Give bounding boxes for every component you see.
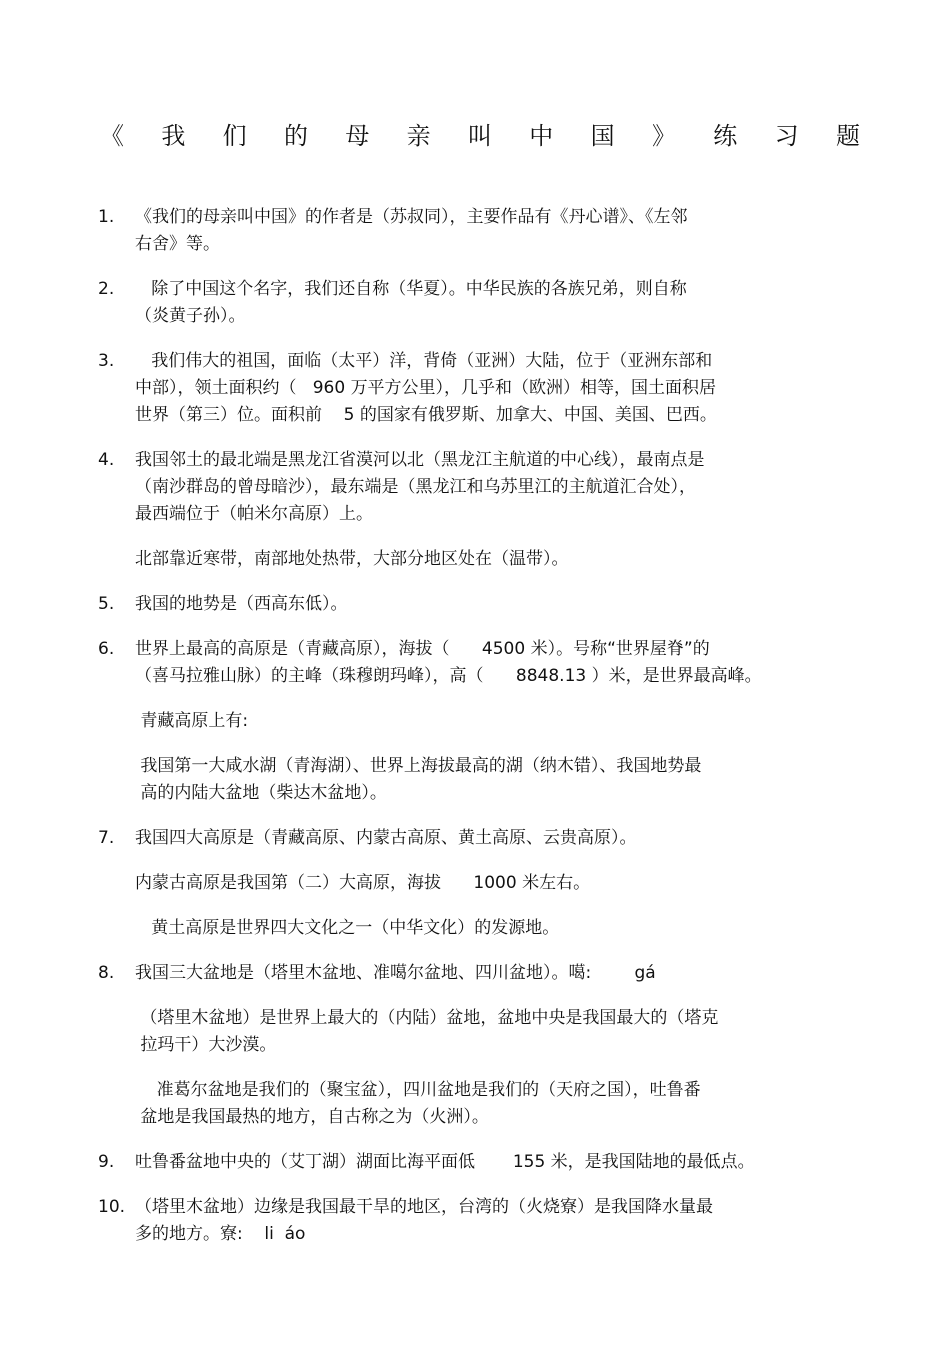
text-line: 世界上最高的高原是（青藏高原），海拔（ 4500 米）。号称“世界屋脊”的	[135, 639, 710, 659]
text-line: 黄土高原是世界四大文化之一（中华文化）的发源地。	[135, 918, 560, 938]
text-line: 准葛尔盆地是我们的（聚宝盆），四川盆地是我们的（天府之国），吐鲁番	[135, 1080, 701, 1100]
question-number: 6.	[98, 639, 115, 659]
question-item	[98, 348, 838, 429]
text-line: 我们伟大的祖国，面临（太平）洋，背倚（亚洲）大陆，位于（亚洲东部和	[135, 351, 713, 371]
text-line: 《我们的母亲叫中国》的作者是（苏叔同），主要作品有《丹心谱》、《左邻	[135, 207, 688, 227]
text-line: 世界（第三）位。面积前 5 的国家有俄罗斯、加拿大、中国、美国、巴西。	[135, 405, 717, 425]
question-text	[135, 1005, 838, 1059]
question-text	[135, 447, 838, 528]
question-text	[135, 870, 838, 897]
question-text	[135, 636, 838, 690]
text-line: 盆地是我国最热的地方，自古称之为（火洲）。	[135, 1107, 489, 1127]
question-item	[98, 591, 838, 618]
text-line: 多的地方。寮: li áo	[135, 1224, 306, 1244]
text-line: 我国三大盆地是（塔里木盆地、准噶尔盆地、四川盆地）。噶: gá	[135, 963, 656, 983]
question-item	[98, 636, 838, 690]
question-number: 3.	[98, 351, 115, 371]
question-text	[135, 915, 838, 942]
text-line: （南沙群岛的曾母暗沙），最东端是（黑龙江和乌苏里江的主航道汇合处），	[135, 477, 696, 497]
question-number: 8.	[98, 963, 115, 983]
question-number: 9.	[98, 1152, 115, 1172]
question-text	[135, 348, 838, 429]
title-char: 我	[161, 122, 186, 150]
title-char: 们	[222, 122, 247, 150]
question-number: 4.	[98, 450, 115, 470]
question-item	[98, 1194, 838, 1248]
text-line: 我国邻土的最北端是黑龙江省漠河以北（黑龙江主航道的中心线），最南点是	[135, 450, 705, 470]
question-text	[135, 204, 838, 258]
text-line: 中部），领土面积约（ 960 万平方公里），几乎和（欧洲）相等，国土面积居	[135, 378, 717, 398]
text-line: 内蒙古高原是我国第（二）大高原，海拔 1000 米左右。	[135, 873, 591, 893]
question-item	[98, 447, 838, 528]
question-item	[98, 204, 838, 258]
text-line: 我国第一大咸水湖（青海湖）、世界上海拔最高的湖（纳木错）、我国地势最	[135, 756, 702, 776]
question-number: 5.	[98, 594, 115, 614]
text-line: 吐鲁番盆地中央的（艾丁湖）湖面比海平面低 155 米，是我国陆地的最低点。	[135, 1152, 755, 1172]
question-item	[98, 1149, 838, 1176]
title-char: 练	[713, 122, 738, 150]
question-item	[98, 960, 838, 987]
question-item	[98, 825, 838, 852]
question-paragraph	[98, 546, 838, 573]
text-line: 我国的地势是（西高东低）。	[135, 594, 348, 614]
exercise-list	[98, 204, 838, 1266]
text-line: 高的内陆大盆地（柴达木盆地）。	[135, 783, 387, 803]
text-line: 我国四大高原是（青藏高原、内蒙古高原、黄土高原、云贵高原）。	[135, 828, 637, 848]
title-char: 题	[835, 122, 860, 150]
title-char: 》	[651, 122, 676, 150]
question-item	[98, 276, 838, 330]
question-text	[135, 1077, 838, 1131]
question-text	[135, 960, 838, 987]
question-text	[135, 276, 838, 330]
title-char: 《	[100, 122, 124, 150]
question-text	[135, 825, 838, 852]
text-line: 拉玛干）大沙漠。	[135, 1035, 277, 1055]
question-paragraph	[98, 870, 838, 897]
text-line: （喜马拉雅山脉）的主峰（珠穆朗玛峰），高（ 8848.13 ）米，是世界最高峰。	[135, 666, 762, 686]
title-char: 习	[774, 122, 799, 150]
text-line: 最西端位于（帕米尔高原）上。	[135, 504, 373, 524]
question-paragraph	[98, 1077, 838, 1131]
question-number: 1.	[98, 207, 115, 227]
text-line: （塔里木盆地）是世界上最大的（内陆）盆地，盆地中央是我国最大的（塔克	[135, 1008, 719, 1028]
text-line: （炎黄子孙）。	[135, 306, 246, 326]
question-paragraph	[98, 708, 838, 735]
question-paragraph	[98, 1005, 838, 1059]
text-line: 北部靠近寒带，南部地处热带，大部分地区处在（温带）。	[135, 549, 569, 569]
title-char: 的	[283, 122, 308, 150]
text-line: （塔里木盆地）边缘是我国最干旱的地区，台湾的（火烧寮）是我国降水量最	[135, 1197, 713, 1217]
question-number: 10.	[98, 1197, 126, 1217]
title-char: 中	[529, 122, 554, 150]
question-number: 7.	[98, 828, 115, 848]
question-text	[135, 753, 838, 807]
title-char: 母	[345, 122, 370, 150]
title-char: 叫	[467, 122, 492, 150]
text-line: 除了中国这个名字，我们还自称（华夏）。中华民族的各族兄弟，则自称	[135, 279, 687, 299]
title-char: 亲	[406, 122, 431, 150]
page-title	[100, 118, 860, 154]
question-text	[135, 546, 838, 573]
title-char: 国	[590, 122, 615, 150]
question-number: 2.	[98, 279, 115, 299]
question-text	[135, 708, 838, 735]
text-line: 青藏高原上有:	[135, 711, 249, 731]
question-paragraph	[98, 753, 838, 807]
question-text	[135, 1194, 838, 1248]
question-paragraph	[98, 915, 838, 942]
question-text	[135, 591, 838, 618]
text-line: 右舍》等。	[135, 234, 220, 254]
question-text	[135, 1149, 838, 1176]
